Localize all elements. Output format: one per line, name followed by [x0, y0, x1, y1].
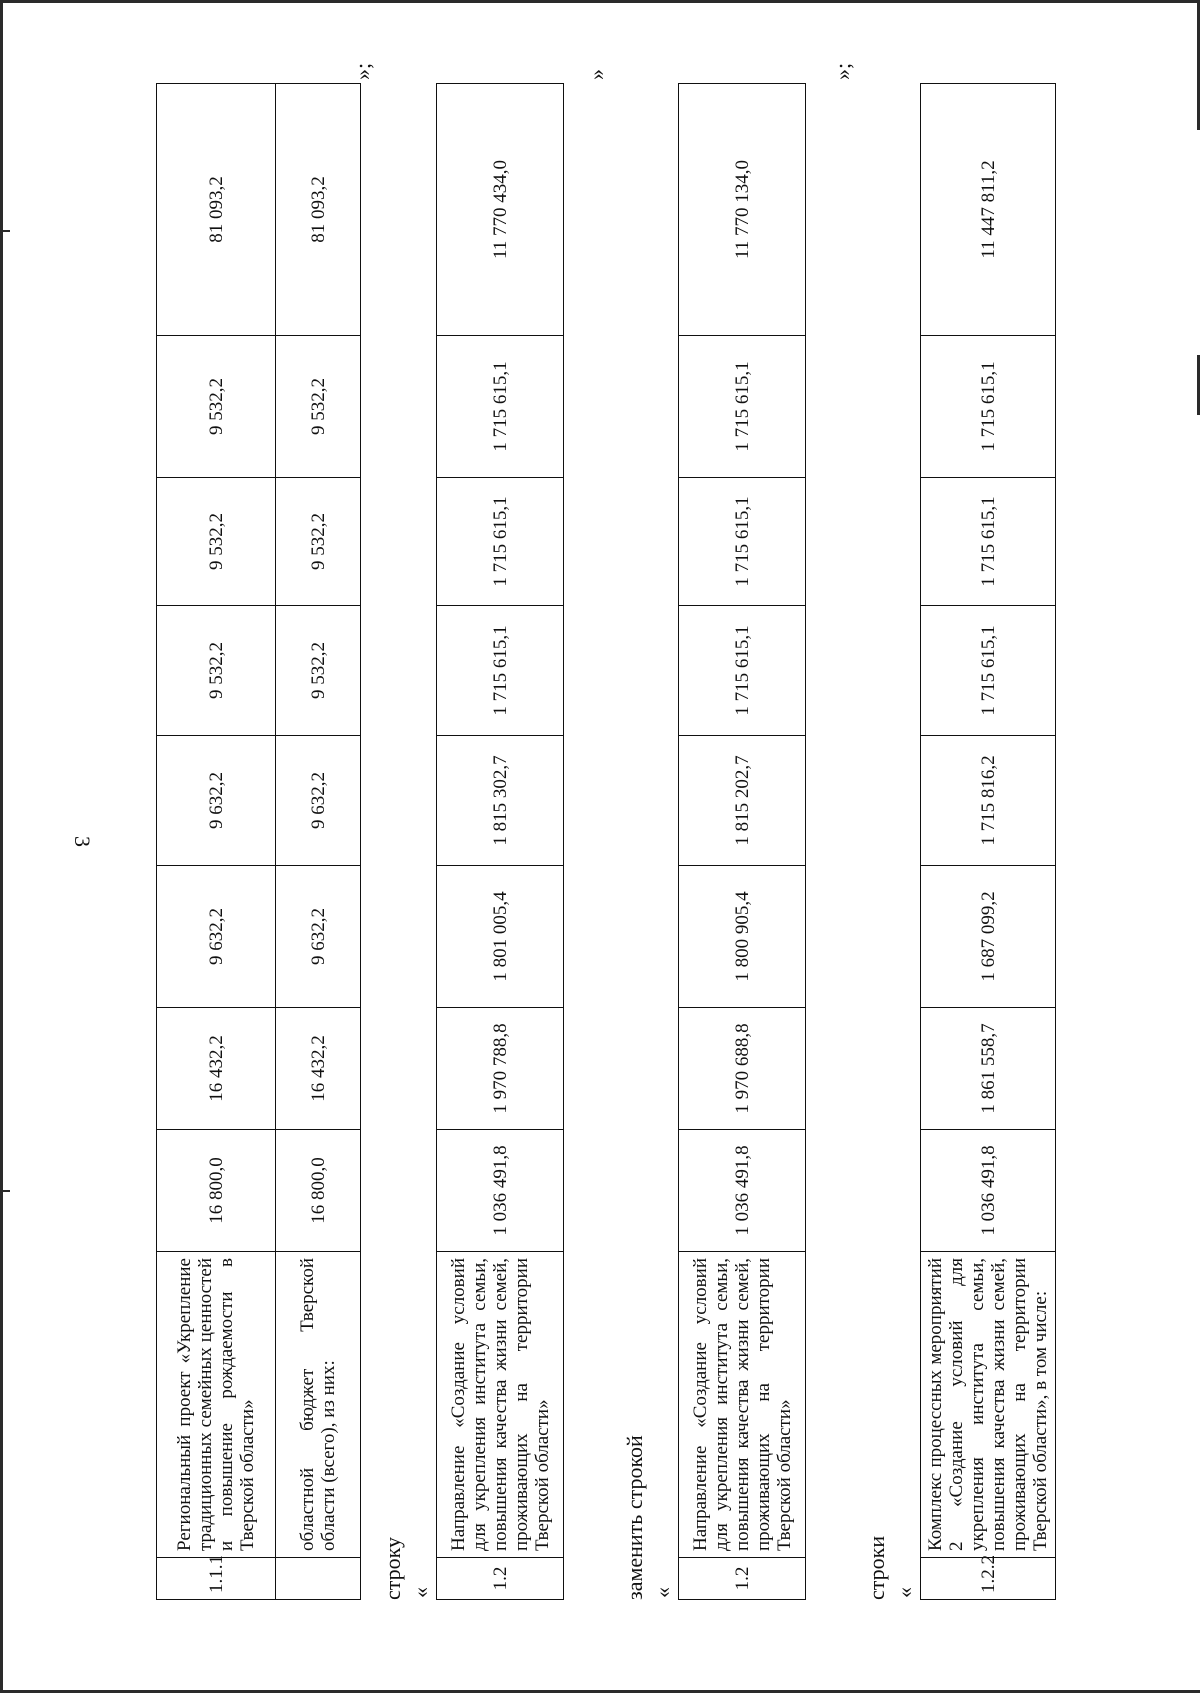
value-cell: 1 715 615,1 [437, 606, 564, 736]
value-cell: 1 036 491,8 [679, 1130, 806, 1252]
value-cell: 1 970 788,8 [437, 1008, 564, 1130]
value-cell: 1 715 615,1 [437, 336, 564, 478]
rotated-content [150, 0, 1150, 1610]
row-number: 1.2 [679, 1558, 806, 1600]
table-process-complex [920, 83, 1056, 1600]
value-cell: 11 770 434,0 [437, 84, 564, 336]
scan-edge-left [0, 0, 3, 1693]
value-cell: 16 432,2 [157, 1008, 276, 1130]
value-cell: 9 632,2 [157, 866, 276, 1008]
value-cell: 16 800,0 [276, 1130, 361, 1252]
value-cell: 1 715 615,1 [679, 336, 806, 478]
value-cell: 9 532,2 [276, 478, 361, 606]
row-name: Направление «Создание условий для укрепления института семьи, повышения качества жизни семей, проживающих на территории Тверской области» [679, 1252, 806, 1558]
value-cell: 1 800 905,4 [679, 866, 806, 1008]
value-cell: 1 815 202,7 [679, 736, 806, 866]
label-line: строки [864, 1535, 889, 1600]
value-cell: 1 036 491,8 [921, 1130, 1056, 1252]
value-cell: 1 715 615,1 [679, 478, 806, 606]
table-direction-old [436, 83, 564, 1600]
table-row [157, 84, 276, 1600]
row-number [276, 1558, 361, 1600]
value-cell: 81 093,2 [276, 84, 361, 336]
row-number: 1.1.1 [157, 1558, 276, 1600]
value-cell: 1 970 688,8 [679, 1008, 806, 1130]
value-cell: 1 687 099,2 [921, 866, 1056, 1008]
close-quote: » [584, 69, 609, 80]
page-number: 3 [70, 836, 95, 847]
table-row [921, 84, 1056, 1600]
value-cell: 9 532,2 [157, 336, 276, 478]
value-cell: 1 715 816,2 [921, 736, 1056, 866]
value-cell: 11 770 134,0 [679, 84, 806, 336]
row-number: 1.2 [437, 1558, 564, 1600]
value-cell: 1 036 491,8 [437, 1130, 564, 1252]
value-cell: 9 532,2 [276, 606, 361, 736]
row-name: Региональный проект «Укрепление традиционных семейных ценностей и повышение рождаемости в Тверской области» [157, 1252, 276, 1558]
value-cell: 11 447 811,2 [921, 84, 1056, 336]
value-cell: 9 532,2 [157, 478, 276, 606]
value-cell: 16 800,0 [157, 1130, 276, 1252]
value-cell: 1 801 005,4 [437, 866, 564, 1008]
row-name: Комплекс процессных мероприятий 2 «Создание условий для укрепления института семьи, повышения качества жизни семей, проживающих на территории Тверской области», в том числе: [921, 1252, 1056, 1558]
row-name: областной бюджет Тверской области (всего), из них: [276, 1252, 361, 1558]
value-cell: 81 093,2 [157, 84, 276, 336]
close-quote-semicolon: »; [830, 62, 855, 80]
open-quote: « [892, 1587, 917, 1598]
table-direction-new [678, 83, 806, 1600]
open-quote: « [650, 1587, 675, 1598]
label-line: строку [380, 1536, 405, 1600]
scan-edge-tick [0, 1190, 10, 1192]
value-cell: 16 432,2 [276, 1008, 361, 1130]
table-row [276, 84, 361, 1600]
close-quote-semicolon: »; [350, 62, 375, 80]
value-cell: 1 815 302,7 [437, 736, 564, 866]
table-regional-project [156, 83, 361, 1600]
value-cell: 1 715 615,1 [921, 478, 1056, 606]
value-cell: 9 532,2 [276, 336, 361, 478]
value-cell: 1 715 615,1 [679, 606, 806, 736]
value-cell: 9 632,2 [276, 736, 361, 866]
label-line: заменить строкой [622, 1435, 647, 1600]
scan-edge-tick [0, 230, 10, 232]
value-cell: 1 715 615,1 [437, 478, 564, 606]
value-cell: 1 715 615,1 [921, 606, 1056, 736]
table-row [679, 84, 806, 1600]
value-cell: 1 715 615,1 [921, 336, 1056, 478]
value-cell: 9 532,2 [157, 606, 276, 736]
open-quote: « [408, 1587, 433, 1598]
value-cell: 9 632,2 [276, 866, 361, 1008]
value-cell: 9 632,2 [157, 736, 276, 866]
table-row [437, 84, 564, 1600]
row-number: 1.2.2 [921, 1558, 1056, 1600]
row-name: Направление «Создание условий для укрепления института семьи, повышения качества жизни семей, проживающих на территории Тверской области» [437, 1252, 564, 1558]
value-cell: 1 861 558,7 [921, 1008, 1056, 1130]
